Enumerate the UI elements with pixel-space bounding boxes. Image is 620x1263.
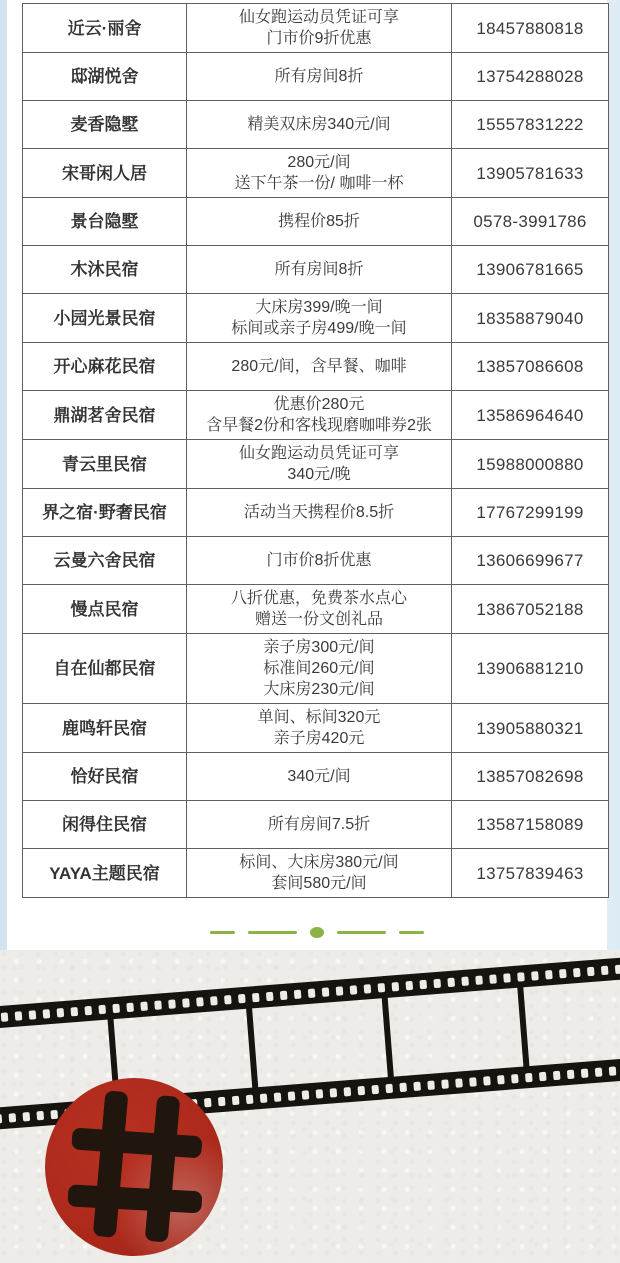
hotel-name: 小园光景民宿 <box>23 294 187 342</box>
divider-dot <box>310 927 324 938</box>
discount-line: 所有房间7.5折 <box>267 816 371 833</box>
hotel-name: 麦香隐墅 <box>23 101 187 148</box>
sprocket-hole <box>322 987 330 997</box>
hashtag-icon <box>70 1090 207 1247</box>
sprocket-hole <box>22 1111 30 1121</box>
sprocket-hole <box>371 1084 379 1094</box>
sprocket-hole <box>84 1005 92 1015</box>
phone-number: 13587158089 <box>476 815 584 834</box>
discount-line: 340元/晚 <box>287 466 351 483</box>
sprocket-hole <box>126 1002 134 1012</box>
sprocket-hole <box>260 1093 268 1103</box>
hotel-name: 宋哥闲人居 <box>23 149 187 197</box>
sprocket-hole <box>266 991 274 1001</box>
sprocket-hole <box>140 1001 148 1011</box>
phone-number: 13586964640 <box>476 405 584 425</box>
sprocket-hole <box>302 1090 310 1100</box>
divider-dash-short-left <box>210 931 235 934</box>
phone-number: 13757839463 <box>476 863 584 883</box>
discount-line: 门市价9折优惠 <box>266 30 372 47</box>
discount-cell <box>187 634 452 703</box>
table-row <box>23 4 608 53</box>
sprocket-hole <box>364 984 372 994</box>
sprocket-hole <box>0 1114 2 1124</box>
hotel-name: 恰好民宿 <box>23 753 187 800</box>
discount-line: 门市价8折优惠 <box>266 552 372 569</box>
phone-number: 13857086608 <box>476 357 584 376</box>
table-row <box>23 101 608 149</box>
sprocket-hole <box>447 977 455 987</box>
discount-cell <box>187 849 452 897</box>
hotel-name: 青云里民宿 <box>23 440 187 488</box>
sprocket-hole <box>581 1068 589 1078</box>
discount-line: 大床房399/晚一间 <box>255 299 383 316</box>
table-row <box>23 343 608 391</box>
discount-line: 仙女跑运动员凭证可享 <box>238 9 399 26</box>
sprocket-hole <box>232 1095 240 1105</box>
table-row <box>23 440 608 489</box>
phone-number: 18457880818 <box>476 18 584 38</box>
hashtag-stroke <box>93 1090 129 1237</box>
sprocket-hole <box>378 983 386 993</box>
table-row <box>23 294 608 343</box>
sprocket-hole <box>567 1069 575 1079</box>
table-row <box>23 634 608 704</box>
sprocket-hole <box>218 1096 226 1106</box>
hotel-name: 鼎湖茗舍民宿 <box>23 391 187 439</box>
discount-cell <box>187 537 452 584</box>
sprocket-hole <box>483 1076 491 1086</box>
phone-number: 18358879040 <box>476 308 584 328</box>
sprocket-hole <box>615 964 620 974</box>
sprocket-hole <box>330 1088 338 1098</box>
discount-cell <box>187 101 452 148</box>
discount-cell <box>187 4 452 52</box>
discount-cell <box>187 585 452 633</box>
phone-number: 13606699677 <box>476 551 584 570</box>
discount-line: 280元/间 <box>287 154 351 171</box>
content-card <box>7 0 607 950</box>
sprocket-hole <box>399 1082 407 1092</box>
discount-cell <box>187 343 452 390</box>
sprocket-hole <box>336 986 344 996</box>
discount-line: 340元/间 <box>287 768 351 785</box>
sprocket-hole <box>210 996 218 1006</box>
sprocket-hole <box>316 1089 324 1099</box>
discount-line: 单间、标间320元 <box>257 709 381 726</box>
table-row <box>23 198 608 246</box>
sprocket-hole <box>280 990 288 1000</box>
sprocket-hole <box>98 1004 106 1014</box>
sprocket-hole <box>433 978 441 988</box>
sprocket-hole <box>419 979 427 989</box>
sprocket-hole <box>441 1079 449 1089</box>
section-divider <box>7 925 620 939</box>
hotel-name: 鹿鸣轩民宿 <box>23 704 187 752</box>
discount-line: 八折优惠，免费茶水点心 <box>230 590 407 607</box>
sprocket-hole <box>154 1000 162 1010</box>
discount-line: 大床房230元/间 <box>263 681 375 698</box>
sprocket-hole <box>545 970 553 980</box>
sprocket-hole <box>238 993 246 1003</box>
sprocket-hole <box>413 1081 421 1091</box>
hotel-name: 界之宿·野奢民宿 <box>23 489 187 536</box>
sprocket-hole <box>517 972 525 982</box>
discount-line: 优惠价280元 <box>273 396 365 413</box>
divider-dash-long-left <box>248 931 297 934</box>
discount-line: 含早餐2份和客栈现磨咖啡券2张 <box>206 417 432 434</box>
discount-line: 精美双床房340元/间 <box>247 116 391 133</box>
phone-number: 13906781665 <box>476 260 584 279</box>
discount-line: 所有房间8折 <box>274 261 364 278</box>
sprocket-hole <box>601 965 609 975</box>
sprocket-hole <box>350 985 358 995</box>
sprocket-hole <box>455 1078 463 1088</box>
sprocket-hole <box>553 1070 561 1080</box>
discount-cell <box>187 704 452 752</box>
sprocket-hole <box>56 1008 64 1018</box>
sprocket-hole <box>1 1012 9 1022</box>
film-strip-footer <box>0 950 620 1263</box>
phone-number: 13857082698 <box>476 767 584 786</box>
sprocket-hole <box>461 976 469 986</box>
sprocket-hole <box>15 1011 23 1021</box>
hotel-name: 近云·丽舍 <box>23 4 187 52</box>
discount-cell <box>187 801 452 848</box>
sprocket-hole <box>112 1003 120 1013</box>
discount-line: 标间、大床房380元/间 <box>239 854 399 871</box>
sprocket-hole <box>70 1006 78 1016</box>
sprocket-hole <box>246 1094 254 1104</box>
sprocket-hole <box>43 1009 51 1019</box>
red-stamp-circle <box>45 1078 223 1256</box>
hotel-name: YAYA主题民宿 <box>23 849 187 897</box>
discount-cell <box>187 753 452 800</box>
phone-number: 13867052188 <box>476 599 584 619</box>
phone-number: 13906881210 <box>476 659 584 678</box>
sprocket-hole <box>391 981 399 991</box>
table-row <box>23 391 608 440</box>
discount-cell <box>187 489 452 536</box>
phone-number: 13754288028 <box>476 67 584 86</box>
sprocket-hole <box>182 998 190 1008</box>
sprocket-hole <box>308 988 316 998</box>
sprocket-hole <box>29 1010 37 1020</box>
sprocket-hole <box>196 997 204 1007</box>
frame-divider <box>382 996 394 1079</box>
sprocket-hole <box>469 1077 477 1087</box>
discount-line: 仙女跑运动员凭证可享 <box>238 445 399 462</box>
sprocket-hole <box>573 967 581 977</box>
sprocket-hole <box>609 1066 617 1076</box>
hashtag-stroke <box>71 1127 202 1158</box>
hotel-name: 云曼六舍民宿 <box>23 537 187 584</box>
phone-number: 17767299199 <box>476 503 584 522</box>
discount-line: 赠送一份文创礼品 <box>254 611 383 628</box>
discount-line: 标间或亲子房499/晚一间 <box>231 320 407 337</box>
discount-line: 携程价85折 <box>278 213 360 230</box>
discount-cell <box>187 149 452 197</box>
sprocket-hole <box>168 999 176 1009</box>
table-row <box>23 801 608 849</box>
discount-cell <box>187 294 452 342</box>
frame-divider <box>246 1006 258 1089</box>
sprocket-hole <box>357 1085 365 1095</box>
hotel-name: 邸湖悦舍 <box>23 53 187 100</box>
hotel-name: 自在仙都民宿 <box>23 634 187 703</box>
divider-dash-short-right <box>399 931 424 934</box>
discount-line: 亲子房300元/间 <box>263 639 375 656</box>
discount-line: 280元/间，含早餐、咖啡 <box>231 358 407 375</box>
discount-line: 套间580元/间 <box>271 875 367 892</box>
sprocket-hole <box>252 992 260 1002</box>
sprocket-hole <box>497 1075 505 1085</box>
hotel-name: 慢点民宿 <box>23 585 187 633</box>
sprocket-hole <box>475 975 483 985</box>
sprocket-hole <box>489 974 497 984</box>
discount-cell <box>187 198 452 245</box>
phone-number: 0578-3991786 <box>473 212 587 231</box>
phone-number: 13905880321 <box>476 718 584 738</box>
sprocket-hole <box>503 973 511 983</box>
hotel-name: 开心麻花民宿 <box>23 343 187 390</box>
hashtag-stroke <box>145 1095 181 1242</box>
discount-line: 所有房间8折 <box>274 68 364 85</box>
frame-divider <box>517 985 529 1068</box>
hotel-name: 闲得住民宿 <box>23 801 187 848</box>
sprocket-hole <box>595 1067 603 1077</box>
sprocket-hole <box>531 971 539 981</box>
sprocket-hole <box>294 989 302 999</box>
divider-dash-long-right <box>337 931 386 934</box>
sprocket-hole <box>539 1071 547 1081</box>
hotel-name: 木沐民宿 <box>23 246 187 293</box>
sprocket-hole <box>50 1109 58 1119</box>
table-row <box>23 849 608 897</box>
discount-line: 送下午茶一份/ 咖啡一杯 <box>234 175 404 192</box>
sprocket-hole <box>274 1092 282 1102</box>
discount-cell <box>187 246 452 293</box>
hashtag-stroke <box>67 1184 202 1213</box>
sprocket-hole <box>587 966 595 976</box>
table-row <box>23 704 608 753</box>
sprocket-hole <box>224 994 232 1004</box>
discount-cell <box>187 53 452 100</box>
sprocket-hole <box>559 968 567 978</box>
phone-number: 15988000880 <box>476 454 584 474</box>
table-row <box>23 537 608 585</box>
sprocket-hole <box>288 1091 296 1101</box>
table-row <box>23 53 608 101</box>
hotel-discount-table <box>22 3 609 898</box>
table-row <box>23 246 608 294</box>
table-row <box>23 489 608 537</box>
sprocket-hole <box>385 1083 393 1093</box>
table-row <box>23 753 608 801</box>
sprocket-hole <box>525 1072 533 1082</box>
table-row <box>23 585 608 634</box>
discount-line: 亲子房420元 <box>273 730 365 747</box>
sprocket-hole <box>36 1110 44 1120</box>
discount-cell <box>187 391 452 439</box>
hotel-name: 景台隐墅 <box>23 198 187 245</box>
table-row <box>23 149 608 198</box>
sprocket-hole <box>8 1113 16 1123</box>
discount-line: 活动当天携程价8.5折 <box>243 504 395 521</box>
sprocket-hole <box>511 1073 519 1083</box>
phone-number: 15557831222 <box>476 115 584 134</box>
sprocket-hole <box>405 980 413 990</box>
phone-number: 13905781633 <box>476 163 584 183</box>
discount-cell <box>187 440 452 488</box>
discount-line: 标准间260元/间 <box>263 660 375 677</box>
sprocket-hole <box>427 1080 435 1090</box>
sprocket-hole <box>343 1086 351 1096</box>
